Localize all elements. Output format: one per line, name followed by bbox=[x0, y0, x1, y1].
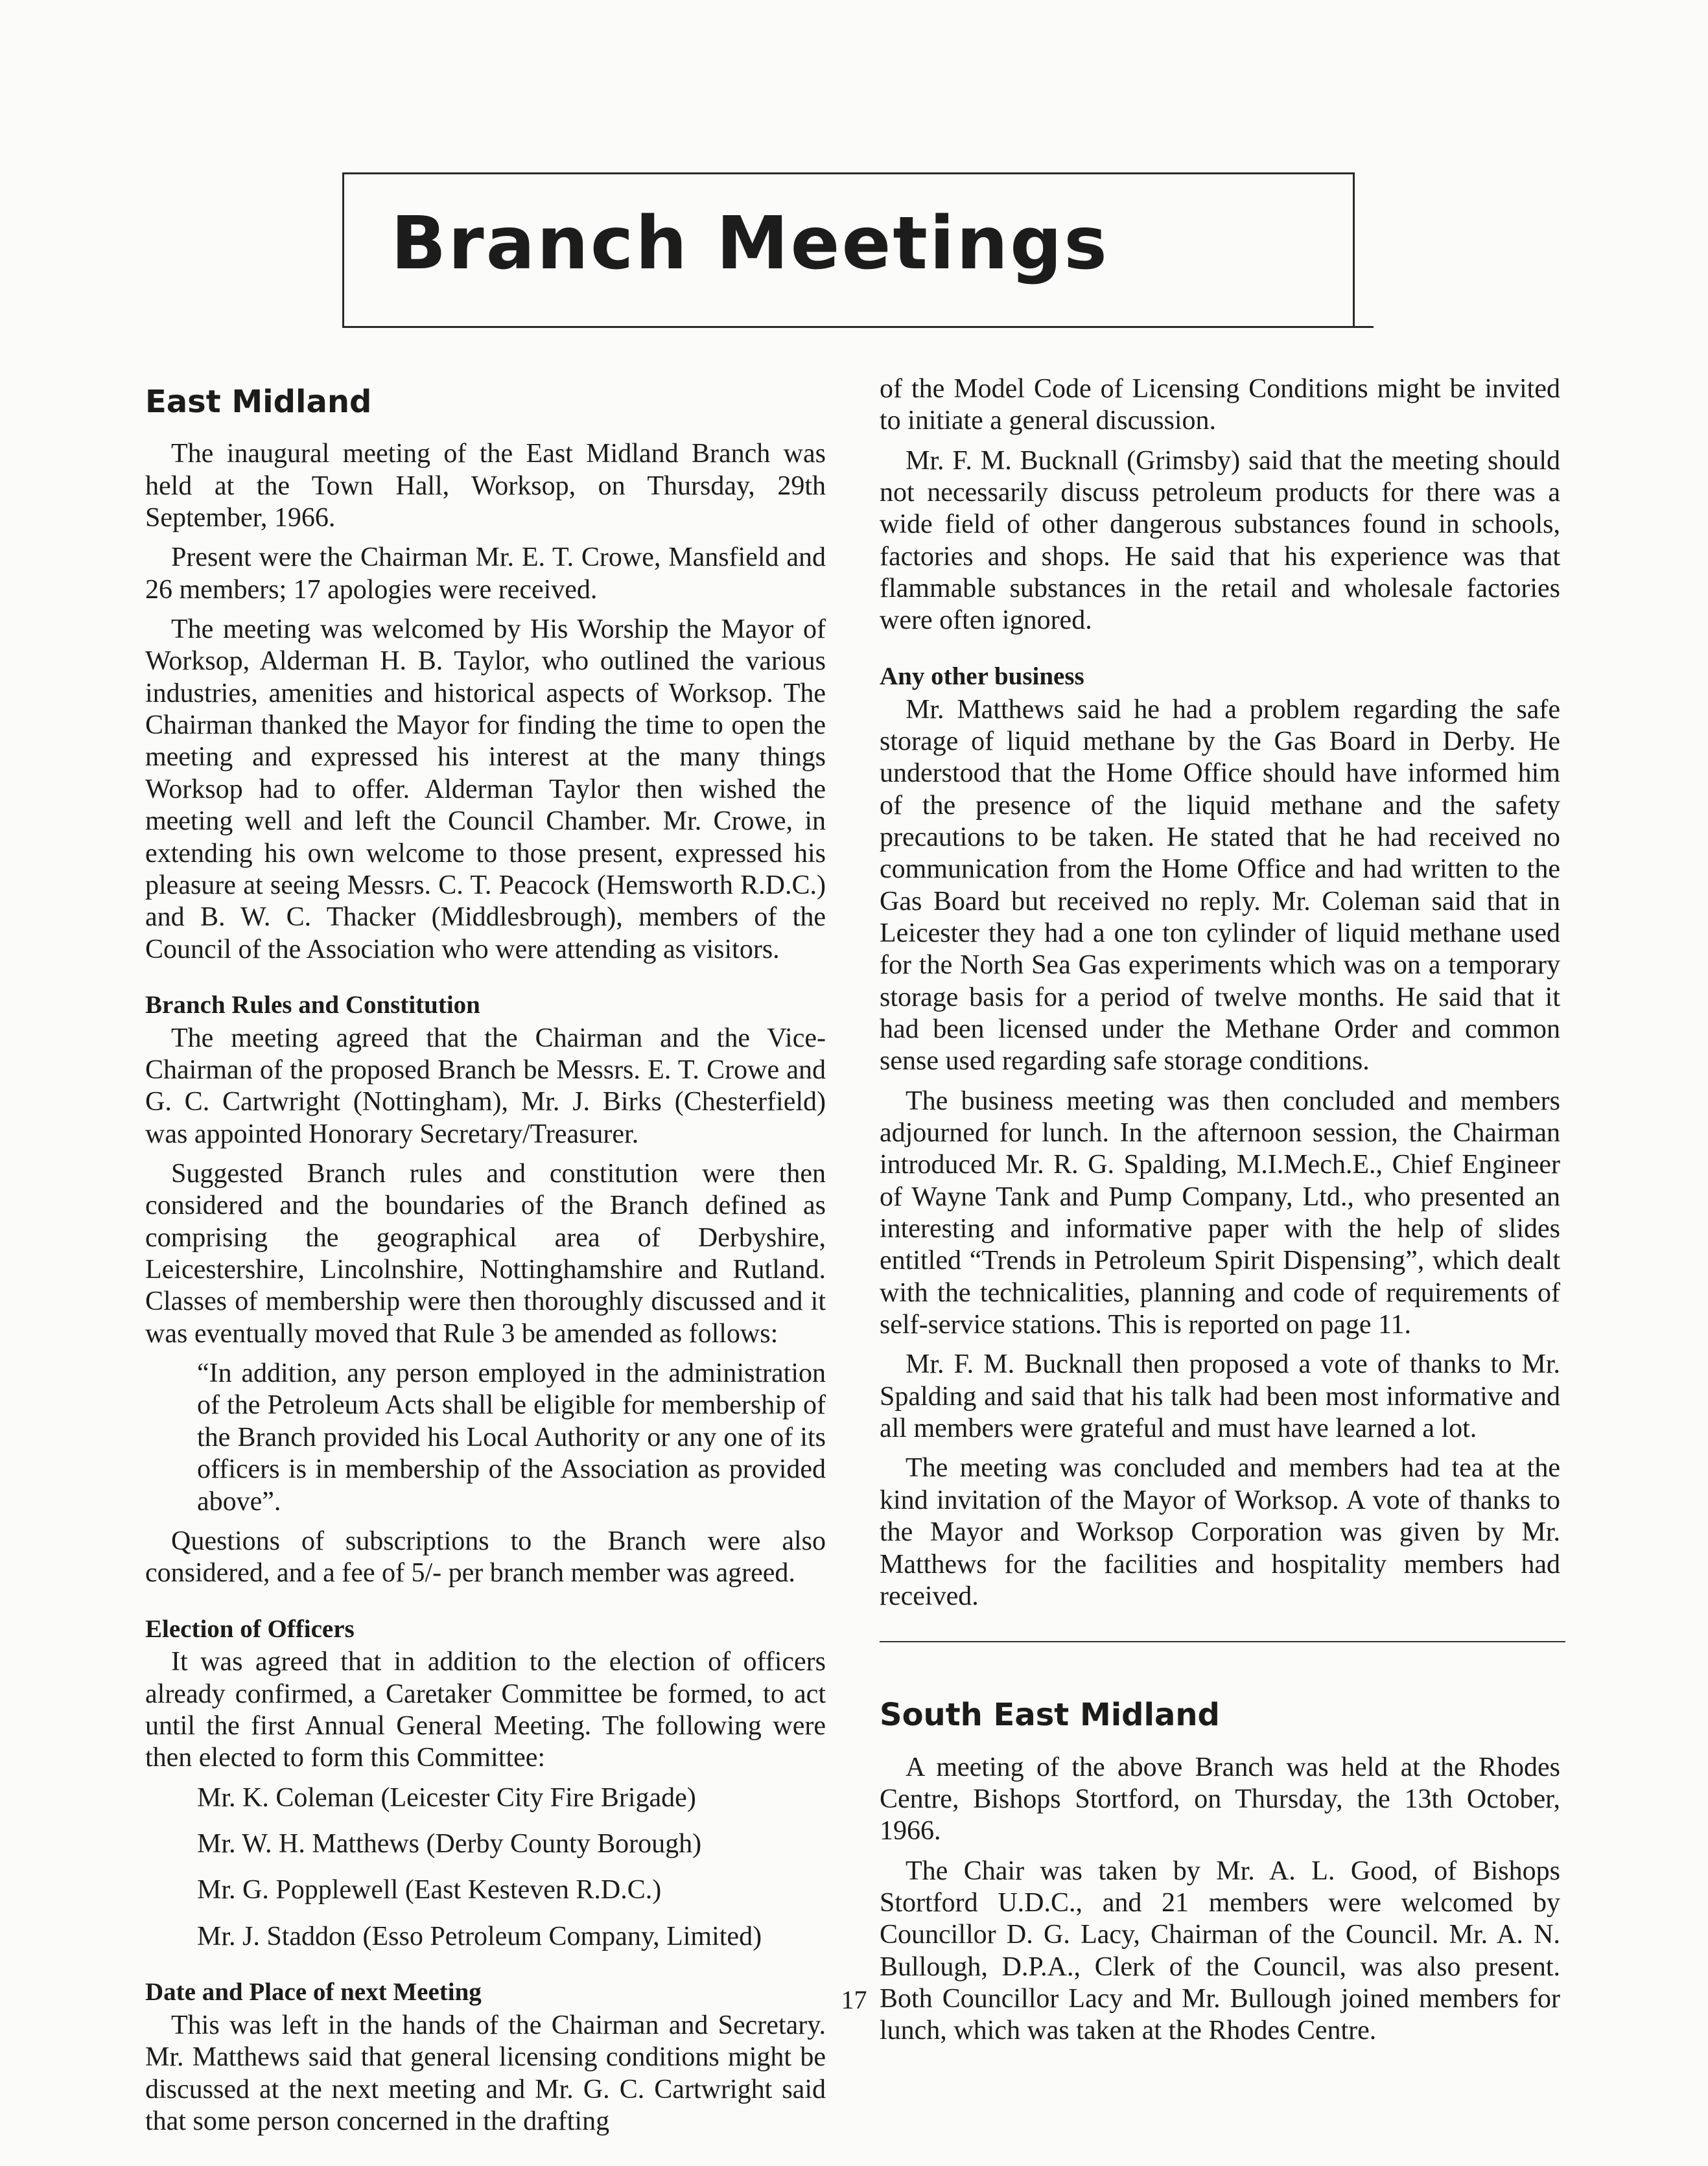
paragraph-continued: of the Model Code of Licensing Conditions might be invited to initiate a general discussion. bbox=[880, 374, 1560, 436]
paragraph: The inaugural meeting of the East Midland Branch was held at the Town Hall, Worksop, on Thursday, 29th September, 1966. bbox=[145, 439, 826, 533]
paragraph: It was agreed that in addition to the election of officers already confirmed, a Caretaker Committee be formed, to act until the first Annual General Meeting. The following were then elected to form this Committee: bbox=[145, 1647, 826, 1773]
title-box bbox=[342, 172, 1355, 328]
subheading-next-meeting: Date and Place of next Meeting bbox=[145, 1978, 482, 2007]
page-title: Branch Meetings bbox=[391, 202, 1109, 286]
right-column bbox=[880, 373, 1560, 2055]
section-heading-east-midland: East Midland bbox=[145, 384, 372, 420]
paragraph: Questions of subscriptions to the Branch were also considered, and a fee of 5/- per branch member was agreed. bbox=[145, 1526, 826, 1589]
page-number: 17 bbox=[841, 1985, 867, 2014]
paragraph: A meeting of the above Branch was held at the Rhodes Centre, Bishops Stortford, on Thursday, the 13th October, 1966. bbox=[880, 1752, 1560, 1846]
paragraph: The Chair was taken by Mr. A. L. Good, of Bishops Stortford U.D.C., and 21 members were welcomed by Councillor D. G. Lacy, Chairman of the Council. Mr. A. N. Bullough, D.P.A., Clerk of the Council, was also present. Both Councillor Lacy and Mr. Bullough joined members for lunch, which was taken at the Rhodes Centre. bbox=[880, 1856, 1560, 2046]
paragraph: Mr. F. M. Bucknall then proposed a vote of thanks to Mr. Spalding and said that his talk had been most informative and all members were grateful and must have learned a lot. bbox=[880, 1349, 1560, 1444]
committee-member: Mr. K. Coleman (Leicester City Fire Brigade) bbox=[197, 1782, 696, 1813]
paragraph: The meeting was concluded and members had tea at the kind invitation of the Mayor of Worksop. A vote of thanks to the Mayor and Worksop Corporation was given by Mr. Matthews for the facilities and hospitality members had received. bbox=[880, 1453, 1560, 1611]
rule-quote: “In addition, any person employed in the administration of the Petroleum Acts shall be eligible for membership of the Branch provided his Local Authority or any one of its officers is in membership of the Association as provided above”. bbox=[197, 1358, 826, 1517]
committee-member: Mr. G. Popplewell (East Kesteven R.D.C.) bbox=[197, 1875, 662, 1905]
paragraph: This was left in the hands of the Chairman and Secretary. Mr. Matthews said that general licensing conditions might be discussed at the next meeting and Mr. G. C. Cartwright said that some person concerned in the drafting bbox=[145, 2010, 826, 2136]
committee-member: Mr. W. H. Matthews (Derby County Borough) bbox=[197, 1829, 702, 1859]
committee-member: Mr. J. Staddon (Esso Petroleum Company, Limited) bbox=[197, 1921, 762, 1951]
section-divider bbox=[880, 1641, 1565, 1642]
paragraph: Suggested Branch rules and constitution were then considered and the boundaries of the Branch defined as comprising the geographical area of Derbyshire, Leicestershire, Lincolnshire, Nottinghamshire and Rutland. Classes of membership were then thoroughly discussed and it was eventually moved that Rule 3 be amended as follows: bbox=[145, 1159, 826, 1349]
paragraph: The meeting agreed that the Chairman and the Vice-Chairman of the proposed Branch be Messrs. E. T. Crowe and G. C. Cartwright (Nottingham), Mr. J. Birks (Chesterfield) was appointed Honorary Secretary/Treasurer. bbox=[145, 1023, 826, 1149]
subheading-branch-rules: Branch Rules and Constitution bbox=[145, 990, 480, 1019]
left-column bbox=[145, 373, 826, 2145]
subheading-any-other-business: Any other business bbox=[880, 662, 1084, 690]
subheading-election-of-officers: Election of Officers bbox=[145, 1614, 355, 1643]
paragraph: Present were the Chairman Mr. E. T. Crowe, Mansfield and 26 members; 17 apologies were received. bbox=[145, 542, 826, 605]
section-heading-south-east-midland: South East Midland bbox=[880, 1697, 1220, 1734]
paragraph: The business meeting was then concluded and members adjourned for lunch. In the afternoon session, the Chairman introduced Mr. R. G. Spalding, M.I.Mech.E., Chief Engineer of Wayne Tank and Pump Company, Ltd., who presented an interesting and informative paper with the help of slides entitled “Trends in Petroleum Spirit Dispensing”, which dealt with the technicalities, planning and code of requirements of self-service stations. This is reported on page 11. bbox=[880, 1086, 1560, 1340]
paragraph: Mr. Matthews said he had a problem regarding the safe storage of liquid methane by the Gas Board in Derby. He understood that the Home Office should have informed him of the presence of the liquid methane and the safety precautions to be taken. He stated that he had received no communication from the Home Office and had written to the Gas Board but received no reply. Mr. Coleman said that in Leicester they had a one ton cylinder of liquid methane used for the North Sea Gas experiments which was on a temporary storage basis for a period of twelve months. He said that it had been licensed under the Methane Order and common sense used regarding safe storage conditions. bbox=[880, 694, 1560, 1077]
paragraph: Mr. F. M. Bucknall (Grimsby) said that the meeting should not necessarily discuss petroleum products for there was a wide field of other dangerous substances found in schools, factories and shops. He said that his experience was that flammable substances in the retail and wholesale factories were often ignored. bbox=[880, 445, 1560, 636]
paragraph: The meeting was welcomed by His Worship the Mayor of Worksop, Alderman H. B. Taylor, who outlined the various industries, amenities and historical aspects of Worksop. The Chairman thanked the Mayor for finding the time to open the meeting and expressed his interest at the many things Worksop had to offer. Alderman Taylor then wished the meeting well and left the Council Chamber. Mr. Crowe, in extending his own welcome to those present, expressed his pleasure at seeing Messrs. C. T. Peacock (Hemsworth R.D.C.) and B. W. C. Thacker (Middlesbrough), members of the Council of the Association who were attending as visitors. bbox=[145, 614, 826, 964]
